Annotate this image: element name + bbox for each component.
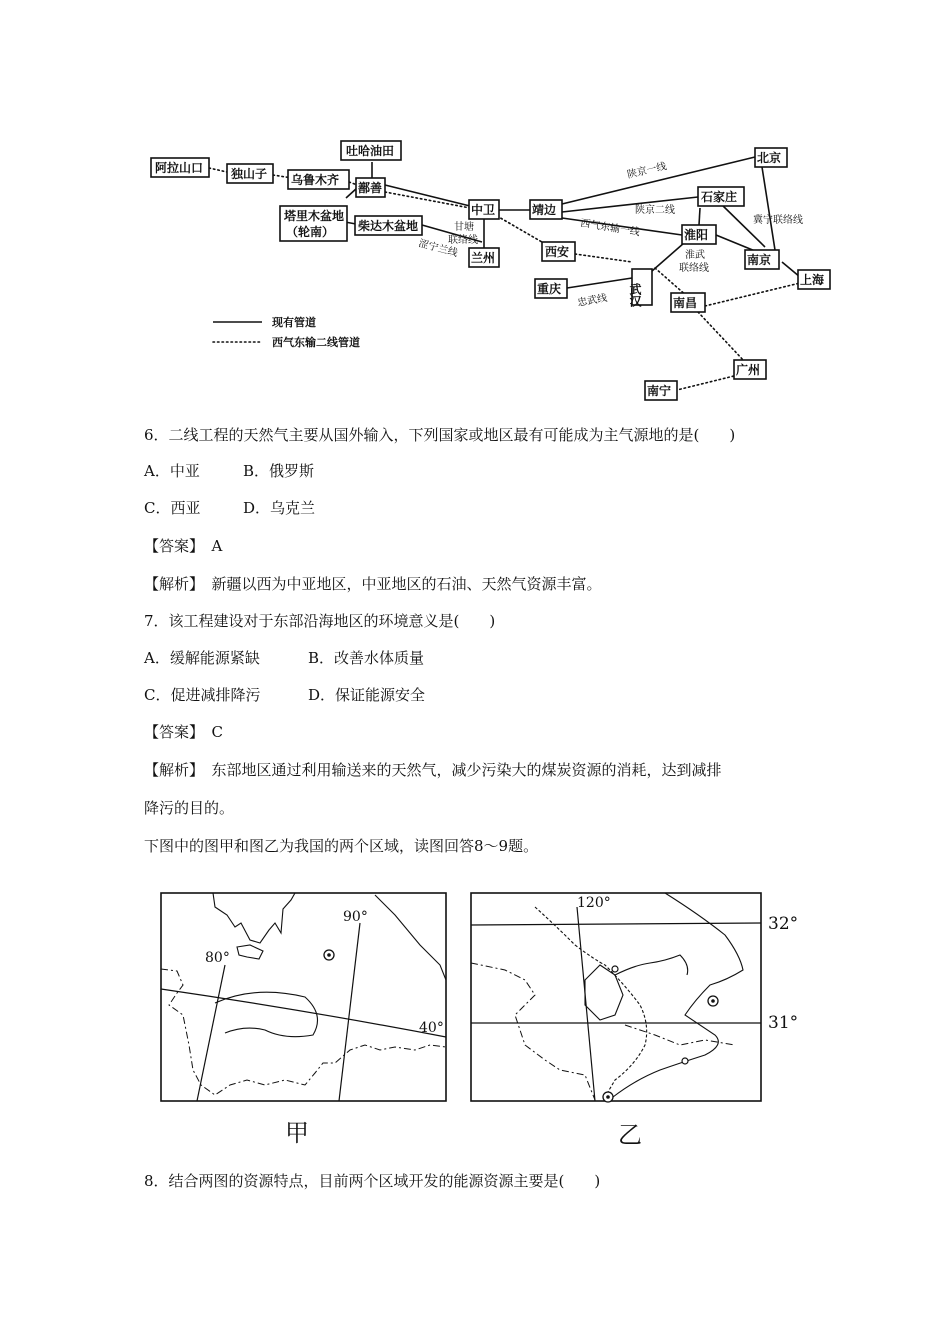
node-shanshan xyxy=(356,178,385,197)
pipeline-existing-segment xyxy=(385,185,470,206)
legend-second: 西气东输二线管道 xyxy=(272,336,360,349)
svg-text:中卫: 中卫 xyxy=(471,203,496,217)
svg-text:独山子: 独山子 xyxy=(231,167,268,181)
city-marker-yi xyxy=(612,966,618,972)
node-wuhan xyxy=(628,269,652,308)
q7-analysis-line1: 【解析】 东部地区通过利用输送来的天然气，减少污染大的煤炭资源的消耗，达到减排 xyxy=(144,761,722,779)
pipeline-existing-segment xyxy=(762,167,775,250)
q7-analysis-line2: 降污的目的。 xyxy=(144,799,235,817)
svg-text:广州: 广州 xyxy=(736,363,761,377)
pipeline-existing-segment xyxy=(699,208,700,225)
label-shaanjing1: 陕京一线 xyxy=(626,161,668,181)
q7-option-d: D．保证能源安全 xyxy=(308,686,426,704)
q6-stem: 6．二线工程的天然气主要从国外输入，下列国家或地区最有可能成为主气源地的是( ) xyxy=(144,426,736,444)
svg-text:鄯善: 鄯善 xyxy=(358,181,383,195)
svg-text:靖边: 靖边 xyxy=(532,203,557,217)
pipeline-second-segment xyxy=(698,312,745,362)
node-dushanzi xyxy=(227,164,273,183)
svg-text:西安: 西安 xyxy=(545,245,570,259)
node-nanning xyxy=(645,381,677,400)
q7-option-b: B．改善水体质量 xyxy=(308,649,425,667)
q6-answer: 【答案】 A xyxy=(144,537,223,555)
svg-text:上海: 上海 xyxy=(800,273,825,287)
node-lanzhou xyxy=(469,248,499,267)
pipeline-second-segment xyxy=(575,254,632,262)
svg-text:重庆: 重庆 xyxy=(537,282,562,296)
caption-yi: 乙 xyxy=(618,1121,642,1149)
q8-stem: 8．结合两图的资源特点，目前两个区域开发的能源资源主要是( ) xyxy=(144,1172,601,1190)
svg-text:淮阳: 淮阳 xyxy=(684,228,709,242)
svg-text:（轮南）: （轮南） xyxy=(286,225,335,239)
q7-option-c: C．促进减排降污 xyxy=(144,686,261,704)
q7-answer: 【答案】 C xyxy=(144,723,223,741)
node-tarim xyxy=(280,206,347,241)
map-yi xyxy=(465,885,805,1115)
label-shaanjing2: 陕京二线 xyxy=(635,205,675,216)
node-nanjing xyxy=(745,250,779,269)
map-jia xyxy=(155,885,455,1115)
svg-text:南昌: 南昌 xyxy=(673,296,698,310)
pipeline-second-segment xyxy=(385,192,470,208)
q7-option-a: A．缓解能源紧缺 xyxy=(144,649,260,667)
node-tuha xyxy=(341,141,401,160)
intro-8-9: 下图中的图甲和图乙为我国的两个区域，读图回答8～9题。 xyxy=(144,837,539,855)
node-qaidam xyxy=(355,216,422,235)
node-xian xyxy=(542,242,575,261)
label-huaiwu-2: 联络线 xyxy=(679,263,709,274)
svg-text:塔里木盆地: 塔里木盆地 xyxy=(284,209,345,223)
caption-jia: 甲 xyxy=(285,1119,309,1147)
svg-text:兰州: 兰州 xyxy=(471,251,496,265)
label-gantang-1: 甘塘 xyxy=(454,222,474,233)
q6-option-c: C．西亚 xyxy=(144,499,201,517)
node-zhongwei xyxy=(469,200,499,219)
q7-stem: 7．该工程建设对于东部沿海地区的环境意义是( ) xyxy=(144,612,496,630)
legend-existing: 现有管道 xyxy=(272,316,316,329)
label-sening: 涩宁兰线 xyxy=(417,238,459,260)
q6-option-d: D．乌克兰 xyxy=(243,499,316,517)
node-guangzhou xyxy=(734,360,766,379)
label-jining: 冀宁联络线 xyxy=(753,215,803,226)
svg-text:北京: 北京 xyxy=(757,151,782,165)
city-marker-yi-2 xyxy=(682,1058,688,1064)
svg-text:南宁: 南宁 xyxy=(647,384,672,398)
label-32-yi: 32° xyxy=(768,914,799,934)
label-huaiwu-1: 淮武 xyxy=(685,250,705,261)
q6-option-b: B．俄罗斯 xyxy=(243,462,315,480)
svg-text:乌鲁木齐: 乌鲁木齐 xyxy=(291,173,340,187)
pipeline-existing-segment xyxy=(567,278,632,288)
label-120-yi: 120° xyxy=(577,895,611,911)
q6-option-a: A．中亚 xyxy=(144,462,200,480)
svg-text:石家庄: 石家庄 xyxy=(701,190,738,204)
svg-text:阿拉山口: 阿拉山口 xyxy=(155,161,204,175)
node-urumqi xyxy=(288,170,349,189)
pipeline-second-segment xyxy=(677,375,738,390)
label-80-jia: 80° xyxy=(205,950,230,966)
pipeline-map xyxy=(0,0,950,410)
label-40-jia: 40° xyxy=(419,1020,444,1036)
node-huaiyang xyxy=(682,225,716,244)
node-jingbian xyxy=(530,200,562,219)
node-nanchang xyxy=(671,293,705,312)
pipeline-second-segment xyxy=(209,168,227,172)
pipeline-second-segment xyxy=(705,283,800,306)
node-shanghai xyxy=(798,270,830,289)
node-chongqing xyxy=(535,279,567,298)
pipeline-second-segment xyxy=(497,216,542,242)
label-90-jia: 90° xyxy=(343,909,368,925)
label-xqdn1: 西气东输一线 xyxy=(579,218,641,239)
svg-text:武汉: 武汉 xyxy=(628,283,642,307)
svg-text:南京: 南京 xyxy=(747,253,772,267)
label-31-yi: 31° xyxy=(768,1013,799,1033)
node-shijiazhuang xyxy=(698,187,744,206)
svg-text:柴达木盆地: 柴达木盆地 xyxy=(358,219,419,233)
label-zhongwu: 忠武线 xyxy=(576,292,609,309)
svg-text:吐哈油田: 吐哈油田 xyxy=(346,144,395,158)
node-beijing xyxy=(755,148,787,167)
node-alashankou xyxy=(151,158,209,177)
label-gantang-2: 联络线 xyxy=(448,235,478,246)
q6-analysis: 【解析】 新疆以西为中亚地区，中亚地区的石油、天然气资源丰富。 xyxy=(144,575,602,593)
